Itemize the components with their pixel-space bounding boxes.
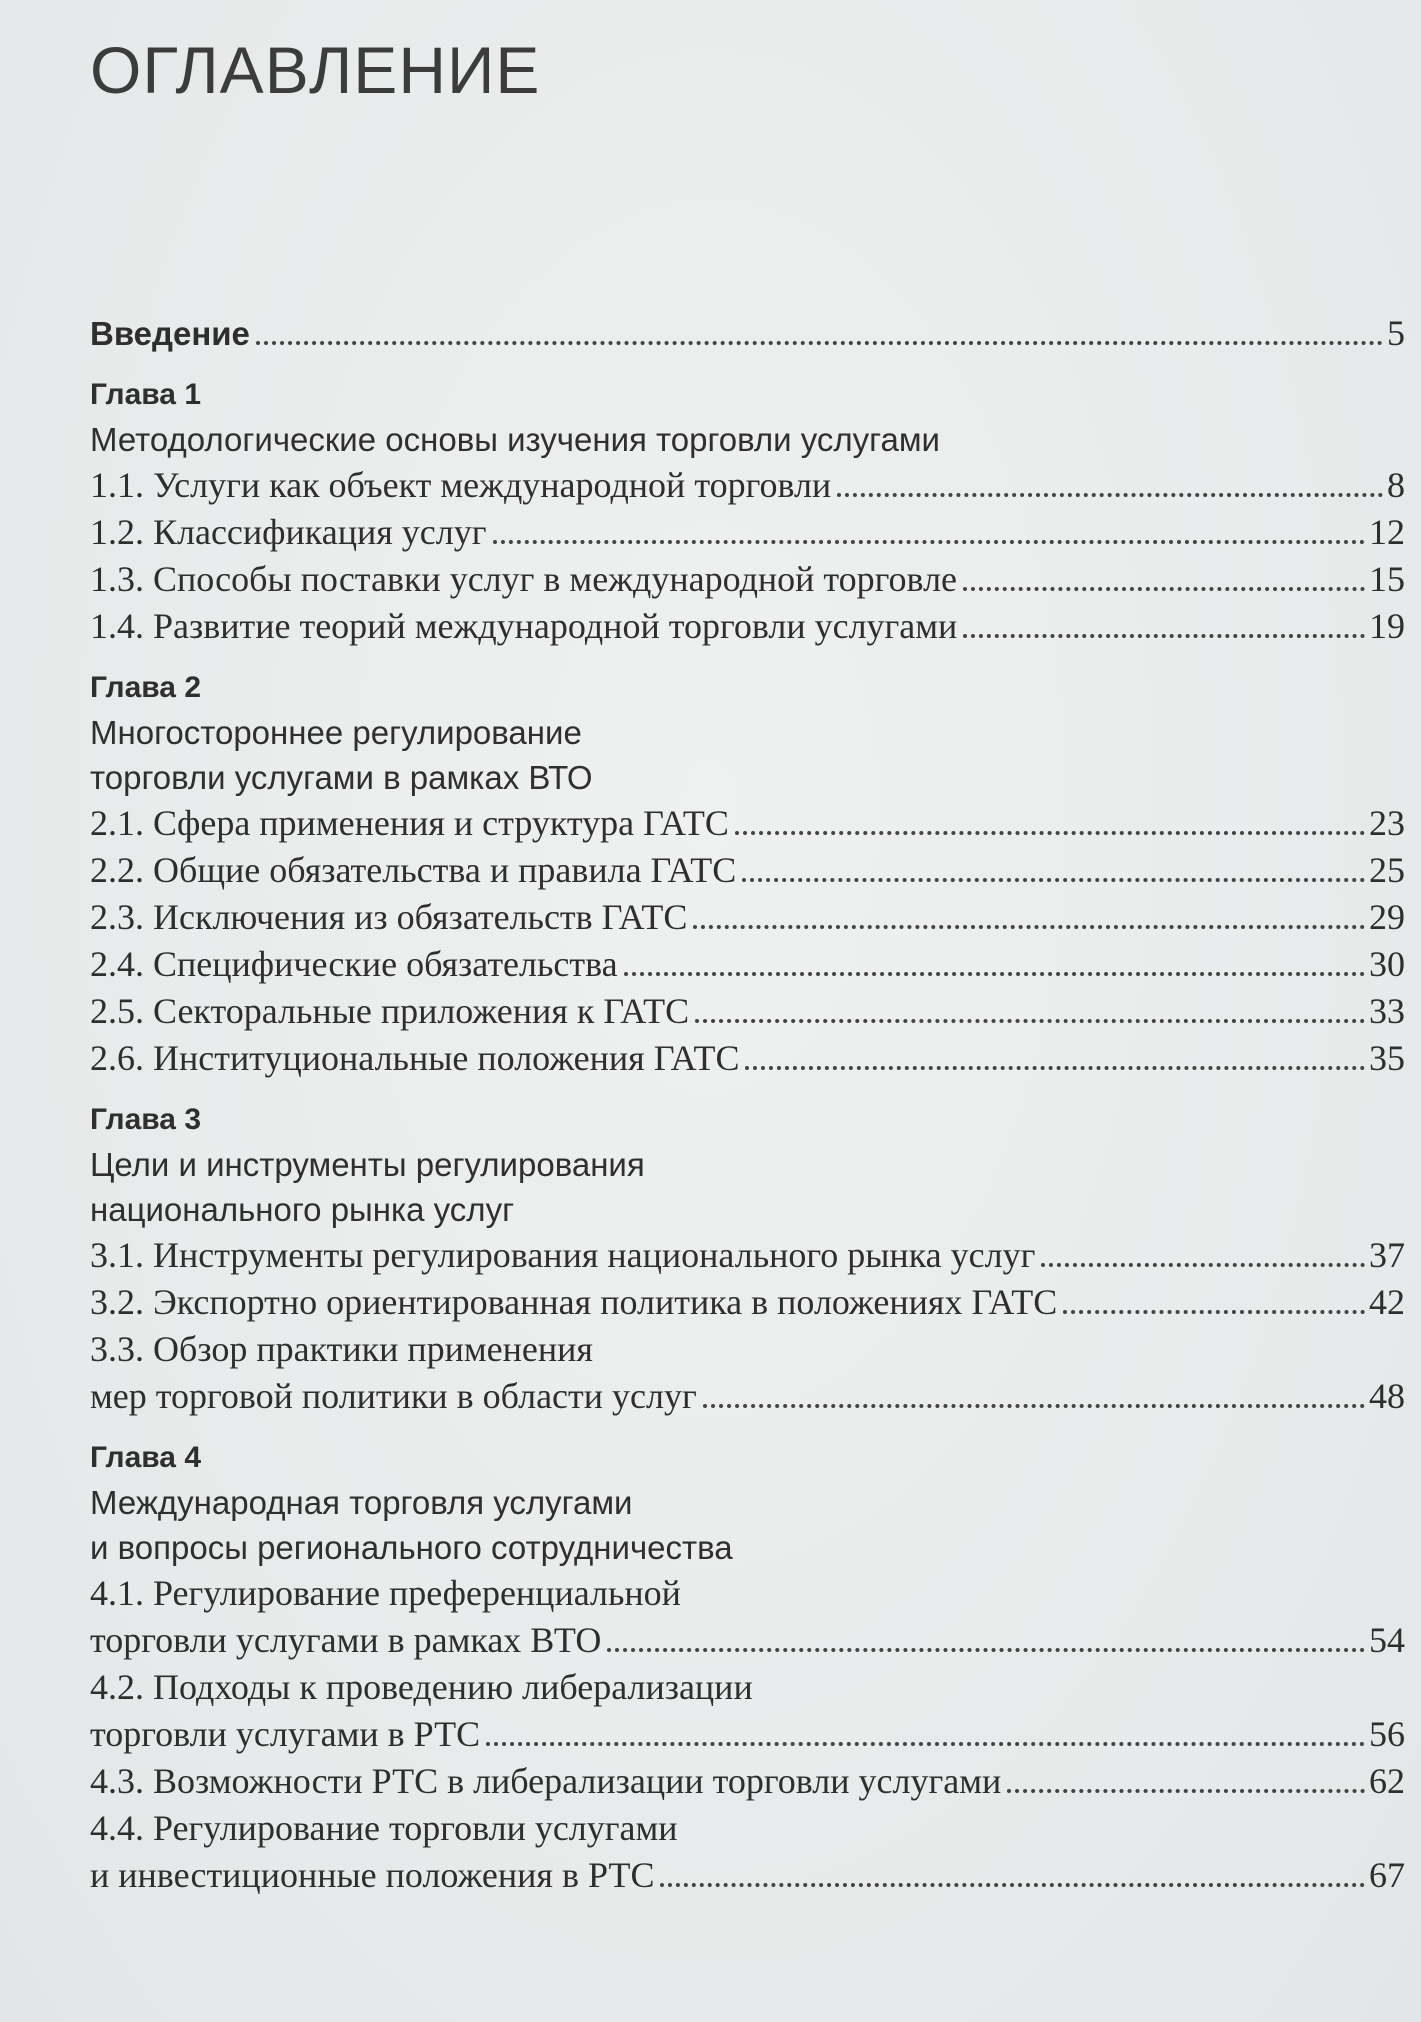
toc-entry-page-number: 62 [1369,1761,1405,1801]
dot-leader [963,587,1365,591]
toc-entry-first-line: 4.1. Регулирование преференциальной [90,1573,681,1613]
toc-entry-page-number: 33 [1369,991,1405,1031]
toc-entry-label: 4.3. Возможности РТС в либерализации торговли услугами [90,1761,1002,1801]
dot-leader [256,341,1383,345]
toc-entry-label: торговли услугами в РТС [90,1714,481,1754]
toc-entry [90,603,1405,650]
toc-entry-page-number: 25 [1369,850,1405,890]
chapter-title-line: и вопросы регионального сотрудничества [90,1529,733,1566]
toc-entry-page-number: 54 [1369,1620,1405,1660]
chapter-title-line: Международная торговля услугами [90,1484,633,1521]
chapter-title-line: Цели и инструменты регулирования [90,1146,645,1183]
chapter-2 [90,666,1405,1082]
dot-leader [693,925,1365,929]
toc-entry-label: 1.4. Развитие теорий международной торговли услугами [90,606,958,646]
toc-entry-label: Введение [90,315,250,352]
toc-entry [90,1035,1405,1082]
toc-entry [90,1617,1405,1664]
toc-entry [90,1711,1405,1758]
chapter-title [90,1480,1405,1570]
toc-entry-label: мер торговой политики в области услуг [90,1376,697,1416]
dot-leader [1007,1789,1365,1793]
chapter-title [90,710,1405,800]
chapter-title-line: Многостороннее регулирование [90,714,582,751]
dot-leader [837,493,1383,497]
dot-leader [745,1066,1365,1070]
toc-entry-page-number: 35 [1369,1038,1405,1078]
toc-entry [90,462,1405,509]
toc-entry-label: 2.2. Общие обязательства и правила ГАТС [90,850,737,890]
table-of-contents [90,310,1405,1899]
toc-entry-page-number: 19 [1369,606,1405,646]
toc-entry-first-line: 3.3. Обзор практики применения [90,1329,593,1369]
toc-entry-page-number: 29 [1369,897,1405,937]
toc-entry-label: и инвестиционные положения в РТС [90,1855,655,1895]
dot-leader [1063,1310,1365,1314]
toc-entry-page-number: 23 [1369,803,1405,843]
chapter-title [90,417,1405,462]
page-title: ОГЛАВЛЕНИЕ [90,33,541,107]
toc-entry [90,556,1405,603]
toc-entry-page-number: 30 [1369,944,1405,984]
chapter-label: Глава 2 [90,671,202,704]
toc-entry [90,1758,1405,1805]
toc-entry-label: торговли услугами в рамках ВТО [90,1620,602,1660]
toc-entry-introduction [90,310,1405,357]
chapter-title-line: национального рынка услуг [90,1191,515,1228]
toc-entry-page-number: 67 [1369,1855,1405,1895]
toc-entry-first-line: 4.2. Подходы к проведению либерализации [90,1667,753,1707]
toc-entry-page-number: 42 [1369,1282,1405,1322]
dot-leader [624,972,1365,976]
toc-entry [90,941,1405,988]
toc-entry-label: 2.3. Исключения из обязательств ГАТС [90,897,688,937]
dot-leader [493,540,1366,544]
dot-leader [742,878,1365,882]
toc-entry-label: 1.2. Классификация услуг [90,512,487,552]
dot-leader [660,1883,1365,1887]
toc-entry-page-number: 8 [1387,465,1405,505]
toc-entry-label: 1.3. Способы поставки услуг в международной торговле [90,559,958,599]
toc-entry-page-number: 56 [1369,1714,1405,1754]
dot-leader [1041,1263,1365,1267]
chapter-title-line: Методологические основы изучения торговли услугами [90,421,940,458]
toc-entry [90,894,1405,941]
toc-entry-page-number: 48 [1369,1376,1405,1416]
toc-entry-label: 3.1. Инструменты регулирования национального рынка услуг [90,1235,1036,1275]
dot-leader [735,831,1365,835]
chapter-1 [90,373,1405,650]
chapter-title-line: торговли услугами в рамках ВТО [90,759,593,796]
chapter-label: Глава 4 [90,1441,202,1474]
chapter-title [90,1142,1405,1232]
toc-entry-label: 2.4. Специфические обязательства [90,944,618,984]
chapter-3 [90,1098,1405,1420]
chapter-label: Глава 1 [90,378,202,411]
toc-entry-page-number: 37 [1369,1235,1405,1275]
toc-entry-first-line: 4.4. Регулирование торговли услугами [90,1808,678,1848]
toc-entry-page-number: 5 [1387,313,1405,353]
toc-entry [90,988,1405,1035]
dot-leader [607,1648,1365,1652]
toc-entry-label: 3.2. Экспортно ориентированная политика в положениях ГАТС [90,1282,1058,1322]
dot-leader [486,1742,1365,1746]
toc-entry-label: 2.1. Сфера применения и структура ГАТС [90,803,729,843]
dot-leader [695,1019,1365,1023]
toc-entry [90,1232,1405,1279]
toc-entry-page-number: 12 [1369,512,1405,552]
dot-leader [963,634,1365,638]
chapter-label: Глава 3 [90,1103,202,1136]
toc-entry [90,1373,1405,1420]
chapter-4 [90,1436,1405,1899]
toc-entry [90,800,1405,847]
toc-entry [90,1279,1405,1326]
toc-entry-label: 2.5. Секторальные приложения к ГАТС [90,991,690,1031]
toc-entry-page-number: 15 [1369,559,1405,599]
toc-entry-label: 2.6. Институциональные положения ГАТС [90,1038,740,1078]
toc-entry-label: 1.1. Услуги как объект международной торговли [90,465,832,505]
toc-entry [90,847,1405,894]
dot-leader [703,1404,1365,1408]
toc-entry [90,1852,1405,1899]
toc-entry [90,509,1405,556]
